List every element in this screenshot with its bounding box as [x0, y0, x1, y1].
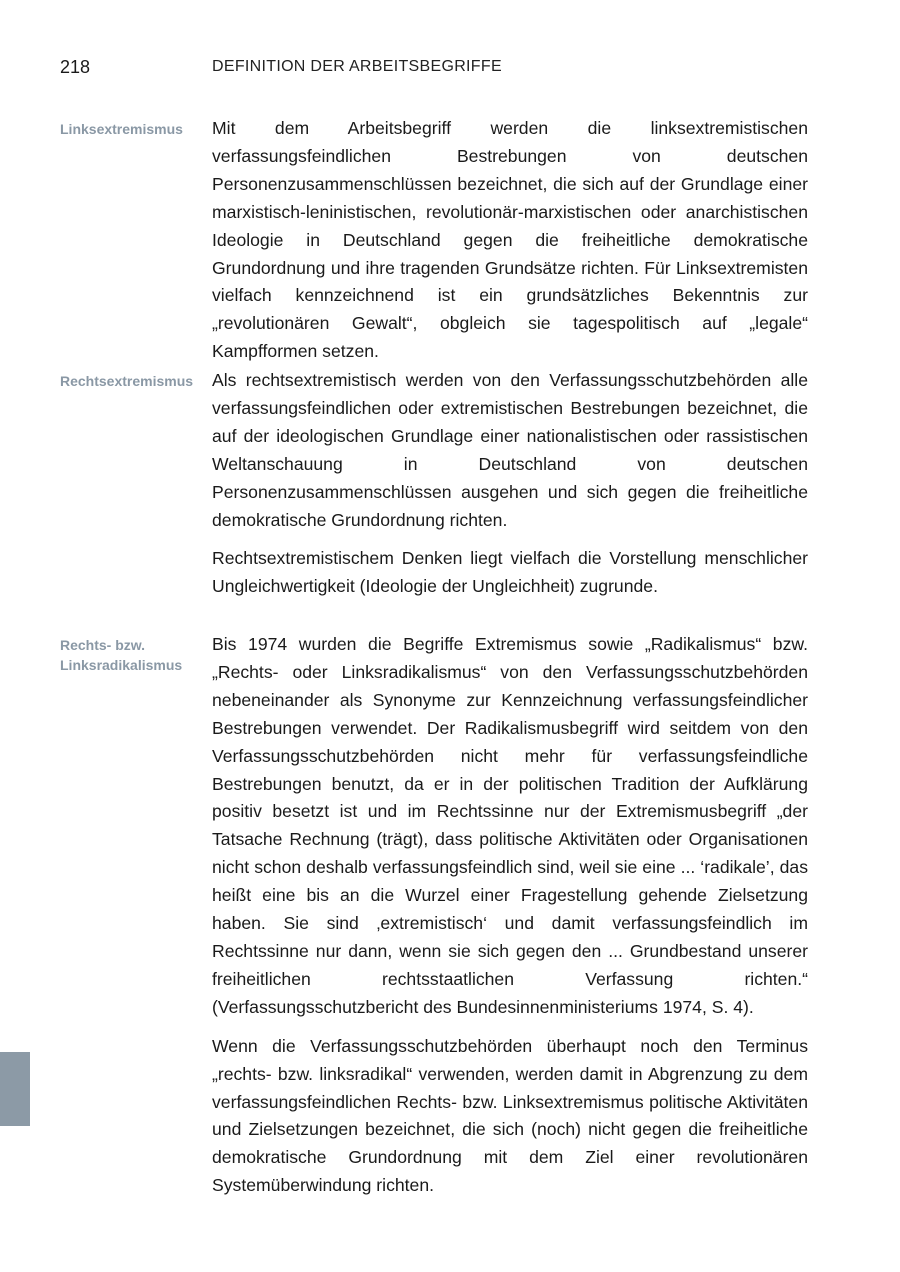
- section-body: [212, 367, 808, 612]
- page-number: 218: [60, 57, 91, 77]
- margin-label-line: Linksextremismus: [60, 121, 183, 137]
- margin-label: [60, 635, 205, 675]
- paragraph: Mit dem Arbeitsbegriff werden die linksextremistischen verfassungsfeindlichen Bestrebungen von deutschen Personenzusammenschlüssen bezeichnet, die sich auf der Grundlage einer marxistisch-leninistischen, revolutionär-marxistischen oder anarchistischen Ideologie in Deutschland gegen die freiheitliche demokratische Grundordnung und ihre tragenden Grundsätze richten. Für Linksextremisten vielfach kennzeichnend ist ein grundsätzliches Bekenntnis zur „revolutionären Gewalt“, obgleich sie tagespolitisch auf „legale“ Kampfformen setzen.: [212, 118, 808, 362]
- chapter-tab-marker: [0, 1052, 30, 1126]
- running-head: DEFINITION DER ARBEITSBEGRIFFE: [212, 58, 502, 75]
- paragraph: Wenn die Verfassungsschutzbehörden überhaupt noch den Terminus „rechts- bzw. linksradikal“ verwenden, werden damit in Abgrenzung zu dem verfassungsfeindlichen Rechts- bzw. Linksextremismus politische Aktivitäten und Zielsetzungen bezeichnet, die sich (noch) nicht gegen die freiheitliche demokratische Grundordnung mit dem Ziel einer revolutionären Systemüberwindung richten.: [212, 1035, 808, 1196]
- section-body: [212, 115, 808, 377]
- section-body: [212, 631, 808, 1211]
- paragraph: Bis 1974 wurden die Begriffe Extremismus sowie „Radikalismus“ bzw. „Rechts- oder Linksradikalismus“ von den Verfassungsschutzbehörden nebeneinander als Synonyme zur Kennzeichnung verfassungsfeindlicher Bestrebungen verwendet. Der Radikalismusbegriff wird seitdem von den Verfassungsschutzbehörden nicht mehr für verfassungsfeindliche Bestrebungen benutzt, da er in der politischen Tradition der Aufklärung positiv besetzt ist und im Rechtssinne nur der Extremismusbegriff „der Tatsache Rechnung (trägt), dass politische Aktivitäten oder Organisationen nicht schon deshalb verfassungsfeindlich sind, weil sie eine ... ‘radikale’, das heißt eine bis an die Wurzel einer Fragestellung gehende Zielsetzung haben. Sie sind ‚extremistisch‘ und damit verfassungsfeindlich im Rechtssinne nur dann, wenn sie sich gegen den ... Grundbestand unserer freiheitlichen rechtsstaatlichen Verfassung richten.“ (Verfassungsschutzbericht des Bundesinnenministeriums 1974, S. 4).: [212, 634, 808, 1017]
- margin-label-line: Rechtsextremismus: [60, 373, 194, 389]
- paragraph: Als rechtsextremistisch werden von den Verfassungsschutzbehörden alle verfassungsfeindlichen oder extremistischen Bestrebungen bezeichnet, die auf der ideologischen Grundlage einer nationalistischen oder rassistischen Weltanschauung in Deutschland von deutschen Personenzusammenschlüssen ausgehen und sich gegen die freiheitliche demokratische Grundordnung richten.: [212, 370, 808, 530]
- margin-label-line: Rechts- bzw.: [60, 637, 146, 653]
- margin-label: [60, 119, 205, 139]
- margin-label: [60, 371, 205, 391]
- paragraph: Rechtsextremistischem Denken liegt vielfach die Vorstellung menschlicher Ungleichwertigkeit (Ideologie der Ungleichheit) zugrunde.: [212, 548, 808, 597]
- margin-label-line: Linksradikalismus: [60, 657, 183, 673]
